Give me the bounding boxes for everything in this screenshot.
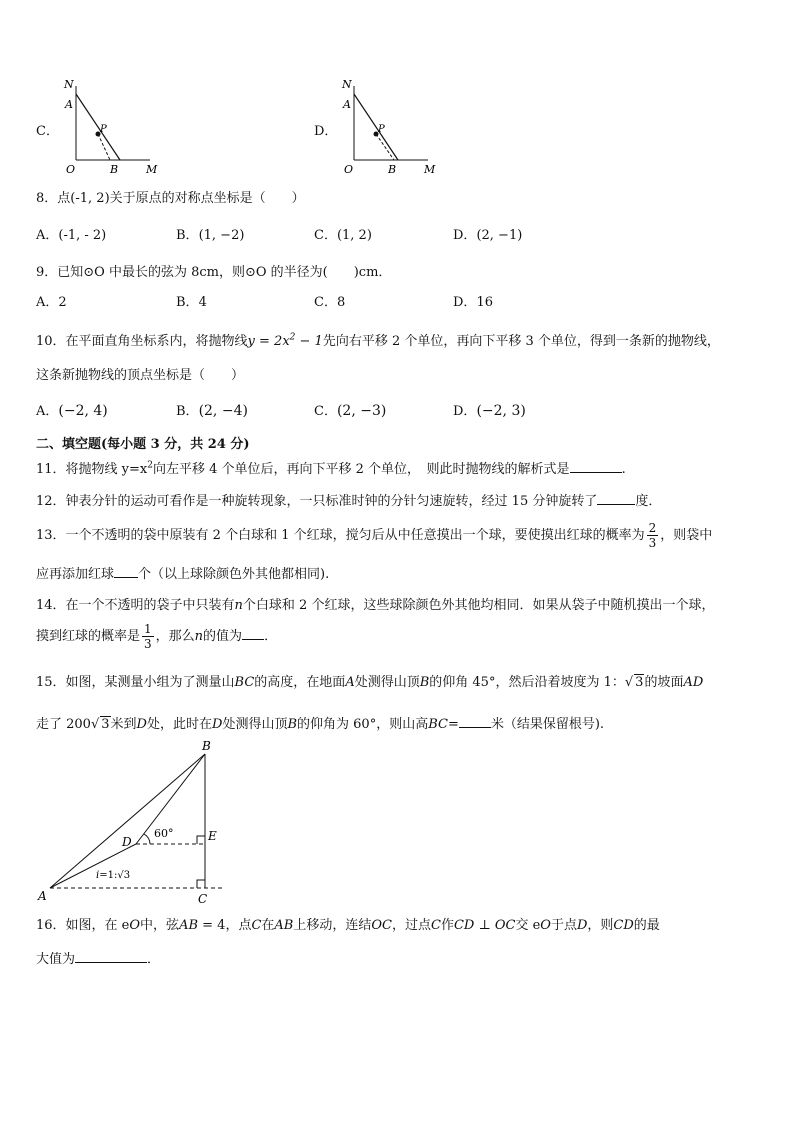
question-14: 14．在一个不透明的袋子中只装有n个白球和 2 个红球，这些球除颜色外其他均相同．如果从袋子中随机摸出一个球，: [36, 598, 715, 613]
q8-option-a: A．(-1, - 2): [36, 228, 107, 243]
q14-fraction: $\frac{1}{3}$: [144, 622, 152, 651]
q9-option-a: A．2: [36, 295, 67, 310]
figure-option-d: [338, 76, 448, 176]
fig-c-n: N: [64, 78, 74, 91]
section-2-heading: 二、填空题(每小题 3 分，共 24 分): [36, 437, 250, 452]
fig-d-m: M: [424, 163, 436, 176]
q16-line2: 大值为 ．: [36, 948, 160, 967]
q13-answer-blank[interactable]: [114, 563, 138, 578]
q10-formula: $y = 2x^2 - 1$: [247, 332, 323, 349]
q13-fraction: $\frac{2}{3}$: [648, 521, 657, 550]
question-8: [36, 187, 305, 206]
q8-number: 8．: [36, 191, 58, 206]
q9-option-d: D．16: [453, 295, 493, 310]
fig-c-a: A: [65, 98, 73, 111]
q15-line2: 走了 200√ 3米到D处，此时在D处测得山顶B的仰角为 60°，则山高BC= 米（结果保留根号).: [36, 713, 604, 732]
q10-option-b: B．(2, −4): [176, 403, 248, 419]
question-12: 12．钟表分针的运动可看作是一种旋转现象，一只标准时钟的分针匀速旋转，经过 15 分钟旋转了 度．: [36, 490, 661, 509]
question-13: 13．一个不透明的袋中原装有 2 个白球和 1 个红球，搅匀后从中任意摸出一个球，要使摸出红球的概率为 $\frac{2}{3}$ ，则袋中: [36, 521, 713, 550]
q14-answer-blank[interactable]: [242, 625, 264, 640]
q13-line2: 应再添加红球 个（以上球除颜色外其他都相同).: [36, 563, 329, 582]
fig-d-o: O: [344, 163, 354, 176]
fig15-label-a: A: [38, 889, 47, 903]
q8-option-d: D．(2, −1): [453, 228, 523, 243]
q10-line2: 这条新抛物线的顶点坐标是（ ）: [36, 368, 245, 383]
q8-post: 关于原点的对称点坐标是（ ）: [109, 191, 305, 206]
q16-answer-blank[interactable]: [75, 948, 147, 963]
question-9: 9．已知⊙O 中最长的弦为 8cm，则⊙O 的半径为( )cm．: [36, 265, 392, 280]
fig-d-p: P: [378, 124, 385, 135]
question-16: 16．如图，在 eO中，弦AB = 4，点C在AB上移动，连结OC，过点C作CD ⊥ OC交 eO于点D，则CD的最: [36, 918, 660, 933]
question-11: 11．将抛物线 $y=x^2$向左平移 4 个单位后，再向下平移 2 个单位， 则此时抛物线的解析式是 .: [36, 458, 626, 477]
question-15: 15．如图，某测量小组为了测量山BC的高度，在地面A处测得山顶B的仰角 45°，然后沿着坡度为 1：√ 3的坡面AD: [36, 675, 704, 690]
q14-line2: 摸到红球的概率是 $\frac{1}{3}$ ，那么n的值为 ．: [36, 622, 278, 651]
q8-option-b: B．(1, −2): [176, 228, 245, 243]
q8-option-c: C．(1, 2): [314, 228, 372, 243]
fig15-slope-label: i=1:√3: [96, 870, 131, 881]
q8-pre: 点: [57, 191, 71, 206]
q9-option-b: B．4: [176, 295, 207, 310]
fig-d-a: A: [343, 98, 351, 111]
question-10: 10．在平面直角坐标系内，将抛物线$y = 2x^2 - 1$先向右平移 2 个单位，再向下平移 3 个单位，得到一条新的抛物线，: [36, 332, 720, 349]
q10-option-c: C．(2, −3): [314, 403, 387, 419]
fig-d-n: N: [342, 78, 352, 91]
fig-c-o: O: [66, 163, 76, 176]
fig-c-b: B: [110, 163, 119, 176]
q9-option-c: C．8: [314, 295, 346, 310]
q10-option-a: A．(−2, 4): [36, 403, 108, 419]
figure-q15-mountain: [30, 736, 240, 906]
q11-answer-blank[interactable]: [570, 458, 622, 473]
fig15-label-d: D: [122, 835, 132, 849]
fig-c-m: M: [146, 163, 158, 176]
q8-point: (-1, 2): [70, 191, 110, 206]
q10-option-d: D．(−2, 3): [453, 403, 526, 419]
figure-option-c: [60, 76, 170, 176]
fig-c-p: P: [100, 124, 107, 135]
fig-d-b: B: [388, 163, 397, 176]
fig15-label-c: C: [198, 892, 208, 906]
option-c-label: C．: [36, 124, 59, 139]
fig15-label-b: B: [202, 739, 211, 753]
fig15-angle-label: 60°: [154, 827, 174, 840]
q12-answer-blank[interactable]: [597, 490, 635, 505]
option-d-label: D．: [314, 124, 338, 139]
q15-answer-blank[interactable]: [459, 713, 491, 728]
fig15-label-e: E: [208, 829, 217, 843]
